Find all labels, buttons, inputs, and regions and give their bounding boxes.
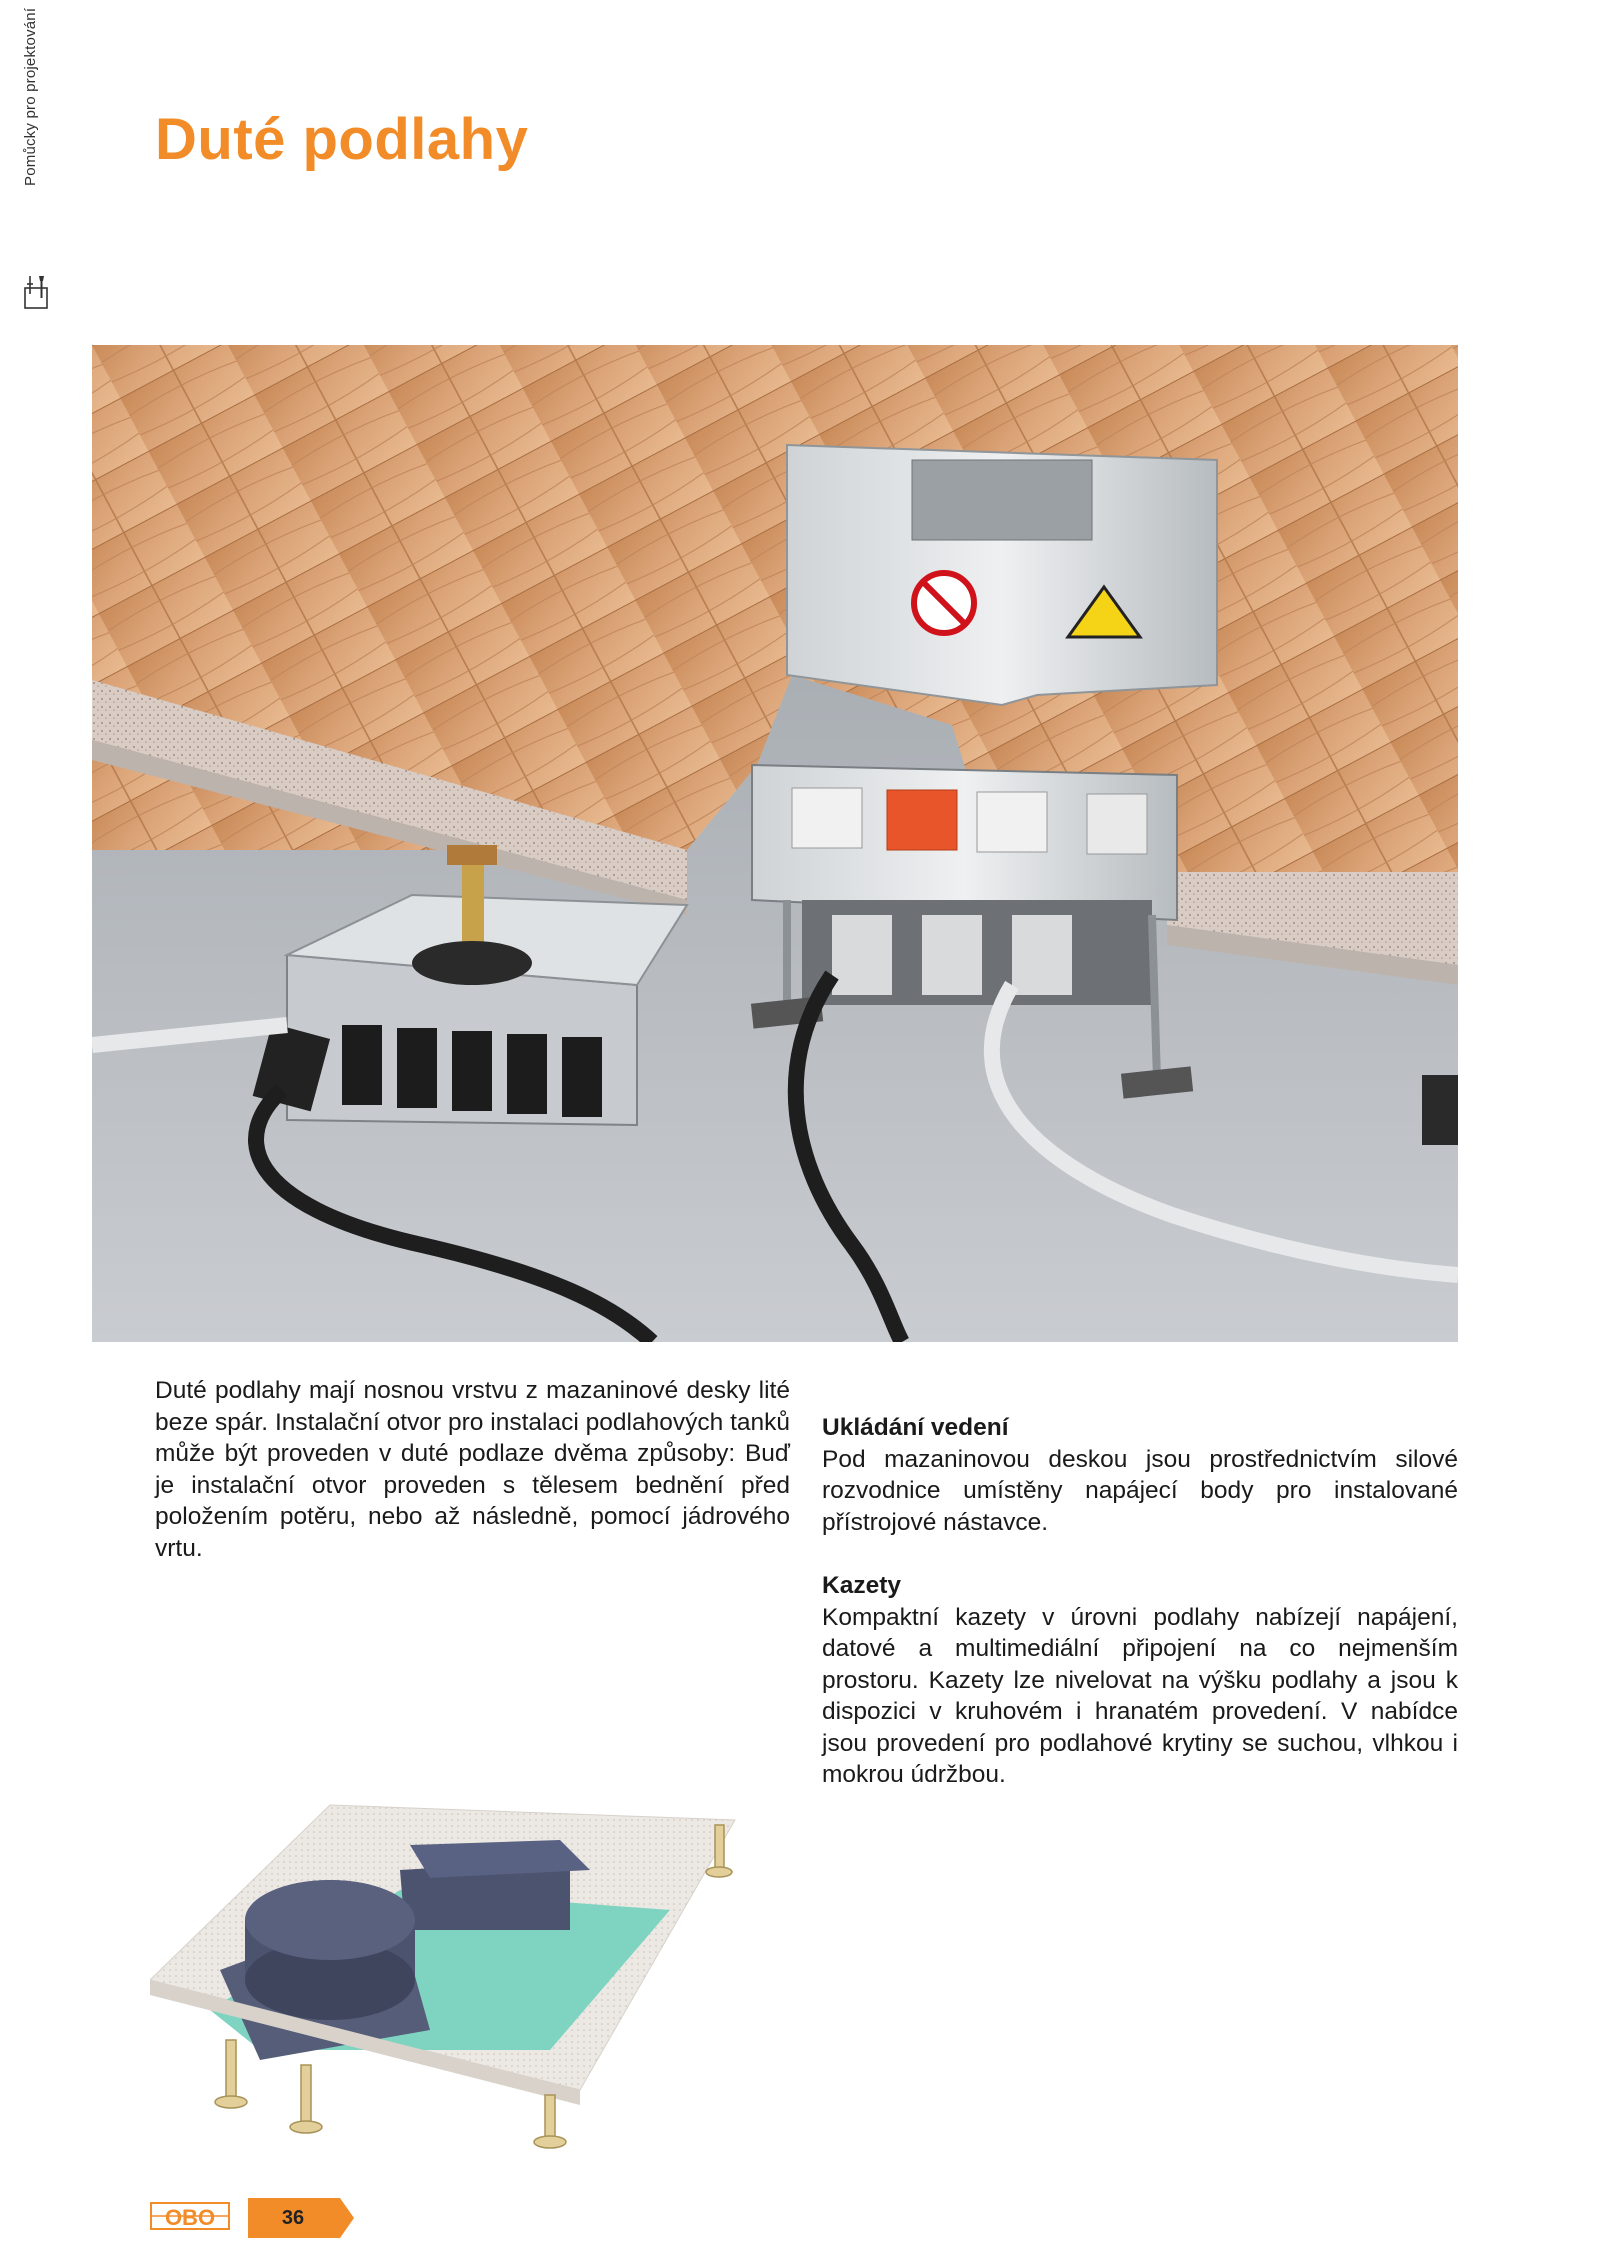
intro-text-column — [155, 1375, 790, 1564]
hollow-floor-photo — [92, 345, 1458, 1342]
page-title: Duté podlahy — [155, 107, 529, 172]
section-heading-cabling: Ukládání vedení — [822, 1414, 1009, 1441]
intro-paragraph: Duté podlahy mají nosnou vrstvu z mazaninové desky lité beze spár. Instalační otvor pro instalaci podlahových tanků může být proveden v duté podlaze dvěma způsoby: Buď je instalační otvor proveden s tělesem bednění před položením potěru, nebo až následně, pomocí jádrového vrtu. — [155, 1377, 790, 1562]
obo-logo-text: OBO — [164, 2205, 216, 2230]
section-text-cassettes: Kompaktní kazety v úrovni podlahy nabízejí napájení, datové a multimediální připojení na co nejmenším prostoru. Kazety lze nivelovat na výšku podlahy a jsou k dispozici v kruhovém i hranatém provedení. V nabídce jsou provedení pro podlahové krytiny se suchou, vlhkou i mokrou údržbou. — [822, 1603, 1458, 1788]
floor-cassette-illustration — [150, 1800, 740, 2150]
obo-logo — [150, 2201, 230, 2231]
tools-icon — [22, 272, 52, 312]
details-column — [822, 1412, 1458, 1791]
section-text-cabling: Pod mazaninovou deskou jsou prostřednictvím silové rozvodnice umístěny napájecí body pro instalované přístrojové nástavce. — [822, 1445, 1458, 1536]
page-number: 36 — [281, 2207, 305, 2229]
section-heading-cassettes: Kazety — [822, 1572, 901, 1599]
sidebar-label: Pomůcky pro projektování — [22, 8, 39, 187]
